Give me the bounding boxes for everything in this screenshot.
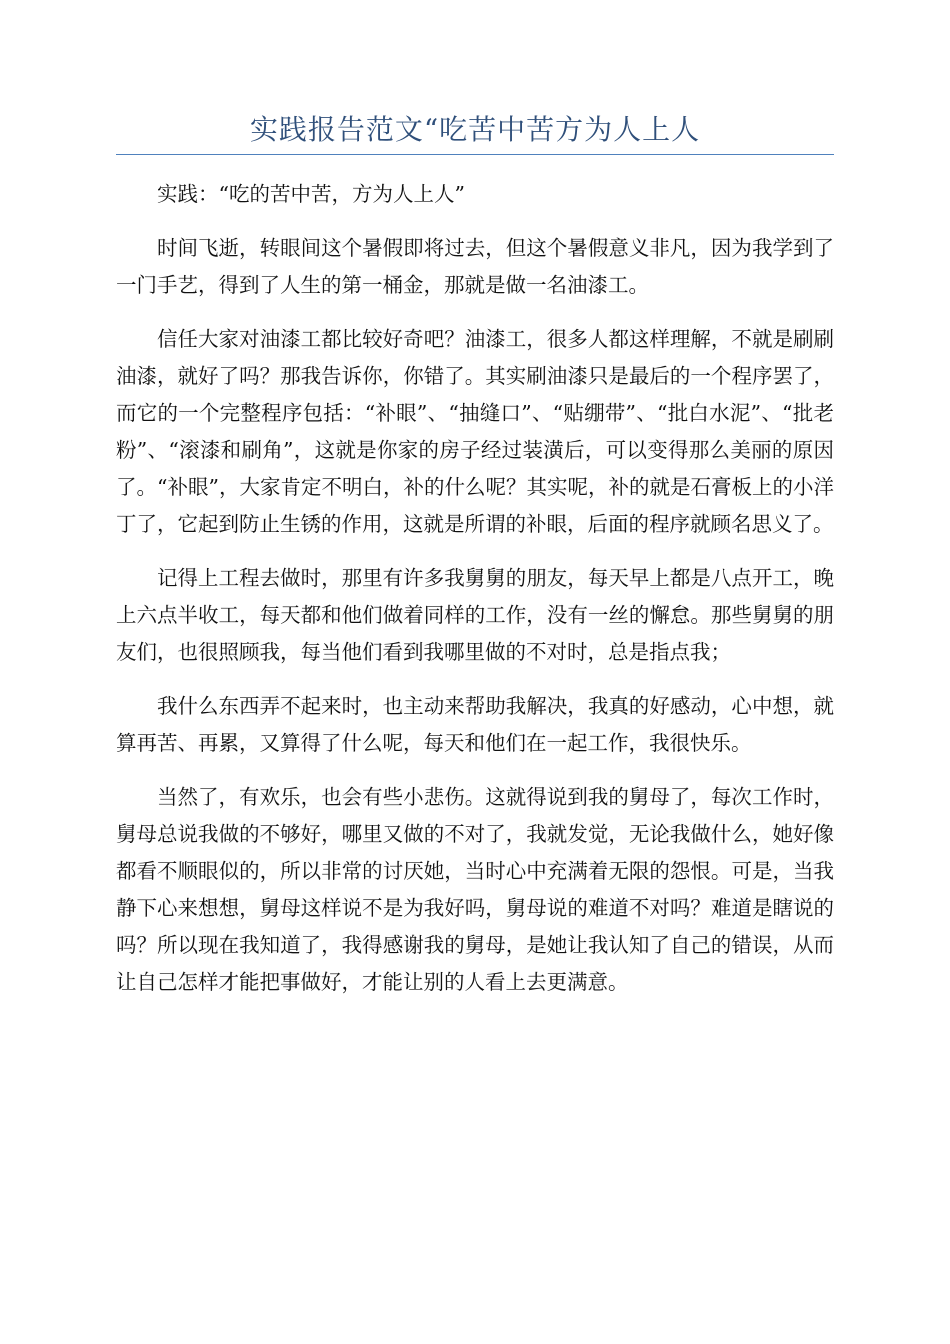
paragraph: 当然了，有欢乐，也会有些小悲伤。这就得说到我的舅母了，每次工作时，舅母总说我做的不够好，哪里又做的不对了，我就发觉，无论我做什么，她好像都看不顺眼似的，所以非常的讨厌她，当时心中充满着无限的怨恨。可是，当我静下心来想想，舅母这样说不是为我好吗，舅母说的难道不对吗？难道是瞎说的吗？所以现在我知道了，我得感谢我的舅母，是她让我认知了自己的错误，从而让自己怎样才能把事做好，才能让别的人看上去更满意。 bbox=[116, 785, 834, 994]
document-body bbox=[116, 176, 834, 1018]
paragraph: 时间飞逝，转眼间这个暑假即将过去，但这个暑假意义非凡，因为我学到了一门手艺，得到了人生的第一桶金，那就是做一名油漆工。 bbox=[116, 236, 834, 297]
paragraph: 实践：“吃的苦中苦，方为人上人” bbox=[157, 182, 465, 206]
paragraph: 记得上工程去做时，那里有许多我舅舅的朋友，每天早上都是八点开工，晚上六点半收工，每天都和他们做着同样的工作，没有一丝的懈怠。那些舅舅的朋友们，也很照顾我，每当他们看到我哪里做的不对时，总是指点我； bbox=[116, 566, 834, 664]
document-title: 实践报告范文“吃苦中苦方为人上人 bbox=[249, 113, 701, 146]
paragraph: 信任大家对油漆工都比较好奇吧？油漆工，很多人都这样理解，不就是刷刷油漆，就好了吗？那我告诉你，你错了。其实刷油漆只是最后的一个程序罢了，而它的一个完整程序包括：“补眼”、“抽缝口”、“贴绷带”、“批白水泥”、“批老粉”、“滚漆和刷角”，这就是你家的房子经过装潢后，可以变得那么美丽的原因了。“补眼”，大家肯定不明白，补的什么呢？其实呢，补的就是石膏板上的小洋丁了，它起到防止生锈的作用，这就是所谓的补眼，后面的程序就顾名思义了。 bbox=[116, 327, 834, 536]
title-underline bbox=[116, 154, 834, 155]
paragraph: 我什么东西弄不起来时，也主动来帮助我解决，我真的好感动，心中想，就算再苦、再累，又算得了什么呢，每天和他们在一起工作，我很快乐。 bbox=[116, 694, 834, 755]
